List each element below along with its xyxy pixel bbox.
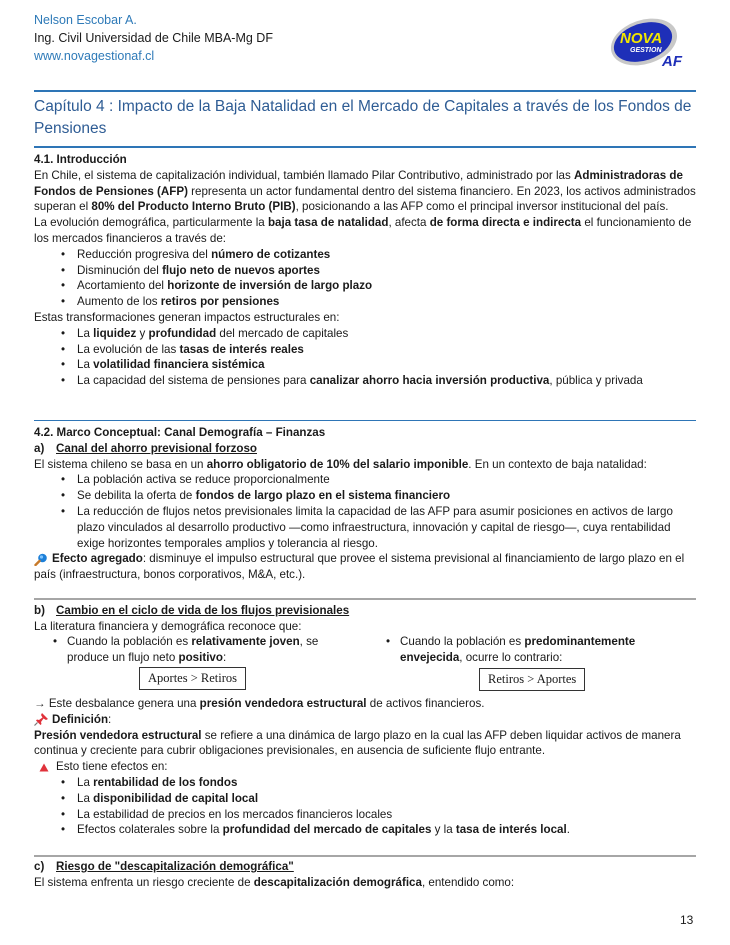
text-run: La (77, 326, 94, 340)
list-item (34, 472, 700, 488)
subsection-b-heading (34, 603, 700, 619)
text-run: , pública y privada (549, 374, 643, 388)
list-item (34, 488, 700, 504)
text-run: representa un actor fundamental dentro del sistema financiero. En 2023, los activos administrados superan el (34, 184, 696, 214)
bold-text: positivo (178, 650, 223, 664)
page-number: 13 (680, 913, 694, 927)
website-link[interactable]: www.novagestionaf.cl (34, 49, 155, 63)
subsection-c-paragraph (34, 875, 700, 891)
chapter-top-rule (34, 90, 696, 92)
bold-text: Definición (52, 712, 109, 726)
aggregate-effect (34, 551, 700, 583)
logo-gestion: GESTION (630, 47, 662, 54)
bold-text: disponibilidad de capital local (93, 791, 259, 805)
aggregate-effect-text (34, 552, 684, 581)
bold-text: retiros por pensiones (160, 295, 280, 309)
list-item (34, 807, 700, 823)
list-item (34, 342, 700, 358)
pushpin-icon (34, 713, 48, 726)
subsection-b-intro: La literatura financiera y demográfica reconoce que: (34, 619, 302, 633)
bold-text: descapitalización demográfica (253, 875, 422, 889)
text-run: : (108, 712, 112, 726)
young-population-column (51, 634, 351, 666)
text-run: La (77, 775, 94, 789)
text-run: Cuando la población es (67, 635, 192, 648)
subsection-c-divider (34, 855, 696, 857)
aging-population-item (384, 634, 684, 666)
text-run: Acortamiento del (77, 279, 168, 293)
aging-population-column (384, 634, 684, 666)
subsection-a-list (34, 472, 700, 551)
text-run: . (566, 823, 570, 837)
text-run: → Este desbalance genera una (34, 697, 200, 710)
author-name: Nelson Escobar A. (34, 13, 137, 27)
chapter-title: Capítulo 4 : Impacto de la Baja Natalidad en el Mercado de Capitales a través de los Fondos de Pensiones (34, 98, 692, 137)
young-population-item (51, 634, 351, 666)
text-run: Estas transformaciones generan impactos estructurales en: (34, 310, 340, 324)
demographic-effects-list (34, 247, 700, 310)
chapter-bottom-rule (34, 146, 696, 148)
text-run: Se debilita la oferta de (77, 489, 196, 503)
bold-text: de forma directa e indirecta (429, 216, 582, 230)
bold-text: predominantemente envejecida (400, 635, 636, 664)
bold-text: canalizar ahorro hacia inversión productiva (309, 374, 550, 388)
bold-text: fondos de largo plazo en el sistema financiero (195, 489, 451, 503)
list-item (34, 504, 700, 551)
bold-text: tasa de interés local (455, 823, 567, 837)
bold-text: rentabilidad de los fondos (93, 775, 238, 789)
list-item (34, 775, 700, 791)
intro-paragraph-2 (34, 215, 700, 247)
subsection-b-title: Cambio en el ciclo de vida de los flujos previsionales (56, 604, 350, 617)
list-item (34, 822, 700, 838)
text-run: Cuando la población es (400, 635, 525, 648)
text-run: Reducción progresiva del (77, 247, 212, 261)
text-run: , se produce un flujo neto (67, 635, 319, 664)
section-heading-4-1: 4.1. Introducción (34, 153, 127, 166)
list-item (34, 791, 700, 807)
subsection-b (34, 603, 700, 635)
text-run: de activos financieros. (366, 697, 485, 710)
red-triangle-icon (39, 763, 49, 772)
page-header (34, 11, 273, 65)
list-item (34, 373, 700, 389)
logo-nova: NOVA (620, 30, 663, 47)
formula-contributions-exceed-withdrawals: Aportes > Retiros (139, 667, 246, 690)
text-run: Disminución del (77, 263, 163, 277)
bold-text: relativamente joven (191, 635, 300, 648)
text-run: La (77, 358, 94, 372)
list-item (34, 278, 700, 294)
text-run: En Chile, el sistema de capitalización individual, también llamado Pilar Contributivo, administrado por las (34, 168, 575, 182)
text-run: La (77, 791, 94, 805)
subsection-a-label: a) (34, 441, 45, 455)
bold-text: profundidad del mercado de capitales (222, 823, 432, 837)
text-run: La estabilidad de precios en los mercados financieros locales (77, 807, 393, 821)
list-item (34, 357, 700, 373)
bold-text: tasas de interés reales (179, 342, 304, 356)
subsection-c-title: Riesgo de "descapitalización demográfica" (56, 860, 294, 873)
text-run: La reducción de flujos netos previsionales limita la capacidad de las AFP para asumir posiciones en activos de largo plazo vinculados al desarrollo productivo —como infraestructura, innovación y capital de riesgo—, cuya rentabilidad exige horizontes temporales amplios y tolerancia al riesgo. (77, 504, 673, 550)
bold-text: profundidad (148, 326, 217, 340)
bold-text: liquidez (93, 326, 137, 340)
bold-text: Efecto agregado (52, 552, 143, 566)
formula-withdrawals-exceed-contributions: Retiros > Aportes (479, 668, 585, 691)
bold-text: baja tasa de natalidad (267, 216, 389, 230)
section-4-1 (34, 152, 700, 389)
subsection-a-heading (34, 441, 700, 457)
logo-af: AF (662, 53, 682, 70)
bold-text: horizonte de inversión de largo plazo (167, 279, 373, 293)
text-run: El sistema enfrenta un riesgo creciente de (34, 875, 254, 889)
text-run: se refiere a una dinámica de largo plazo en la cual las AFP deben liquidar activos de manera continua y creciente para cubrir obligaciones previsionales, en ausencia de suficiente flujo entrante. (34, 728, 681, 758)
text-run: , posicionando a las AFP como el principal inversor institucional del país. (295, 200, 669, 214)
text-run: el funcionamiento de los mercados financieros a través de: (34, 216, 692, 245)
text-run: La evolución demográfica, particularmente la (34, 216, 268, 230)
text-run: y la (431, 823, 456, 837)
bold-text: ahorro obligatorio de 10% del salario imponible (206, 457, 469, 471)
subsection-c (34, 859, 700, 891)
bold-text: Administradoras de Fondos de Pensiones (AFP) (34, 168, 683, 198)
bold-text: Presión vendedora estructural (34, 728, 202, 742)
nova-gestion-logo (606, 18, 692, 74)
subsection-c-heading (34, 859, 700, 875)
text-run: Efectos colaterales sobre la (77, 823, 223, 837)
definition-label (52, 713, 111, 726)
section-4-2 (34, 425, 700, 583)
bold-text: número de cotizantes (211, 247, 331, 261)
text-run: : disminuye el impulso estructural que provee el sistema previsional al financiamiento de largo plazo en el país (infraestructura, bonos corporativos, M&A, etc.). (34, 552, 685, 582)
effects-list (34, 775, 700, 838)
subsection-a-paragraph (34, 457, 700, 473)
text-run: El sistema chileno se basa en un (34, 457, 207, 471)
text-run: del mercado de capitales (216, 326, 349, 340)
bold-text: presión vendedora estructural (199, 697, 367, 710)
magnifier-icon (34, 553, 48, 566)
effects-intro-line (34, 759, 700, 775)
definition-label-line (34, 712, 700, 728)
section-heading-4-2: 4.2. Marco Conceptual: Canal Demografía – Finanzas (34, 426, 326, 439)
list-item (34, 263, 700, 279)
subsection-b-label: b) (34, 604, 45, 617)
list-item (34, 294, 700, 310)
bold-text: 80% del Producto Interno Bruto (PIB) (91, 200, 296, 214)
structural-impacts-list (34, 326, 700, 389)
text-run: , entendido como: (421, 875, 515, 889)
list-item (34, 326, 700, 342)
subsection-c-label: c) (34, 860, 45, 873)
bold-text: volatilidad financiera sistémica (93, 358, 265, 372)
list-item (34, 247, 700, 263)
effects-intro: Esto tiene efectos en: (56, 760, 168, 774)
intro-paragraph-1 (34, 168, 700, 215)
text-run: : (222, 650, 227, 664)
text-run: Aumento de los (77, 295, 161, 309)
text-run: La capacidad del sistema de pensiones para (77, 374, 310, 388)
text-run: , afecta (388, 216, 430, 230)
bold-text: flujo neto de nuevos aportes (162, 263, 320, 277)
intro-paragraph-3 (34, 310, 700, 326)
definition-text (34, 728, 700, 760)
text-run: , ocurre lo contrario: (459, 650, 563, 664)
subsection-b-continued (34, 696, 700, 838)
author-credentials: Ing. Civil Universidad de Chile MBA-Mg DF (34, 31, 273, 45)
text-run: . En un contexto de baja natalidad: (468, 457, 647, 471)
section-divider-4-2 (34, 420, 696, 421)
text-run: La población activa se reduce proporcionalmente (77, 473, 330, 487)
text-run: La evolución de las (77, 342, 180, 356)
subsection-a-title: Canal del ahorro previsional forzoso (56, 441, 257, 455)
selling-pressure-consequence (34, 696, 700, 712)
subsection-b-divider (34, 598, 696, 600)
text-run: y (136, 326, 149, 340)
